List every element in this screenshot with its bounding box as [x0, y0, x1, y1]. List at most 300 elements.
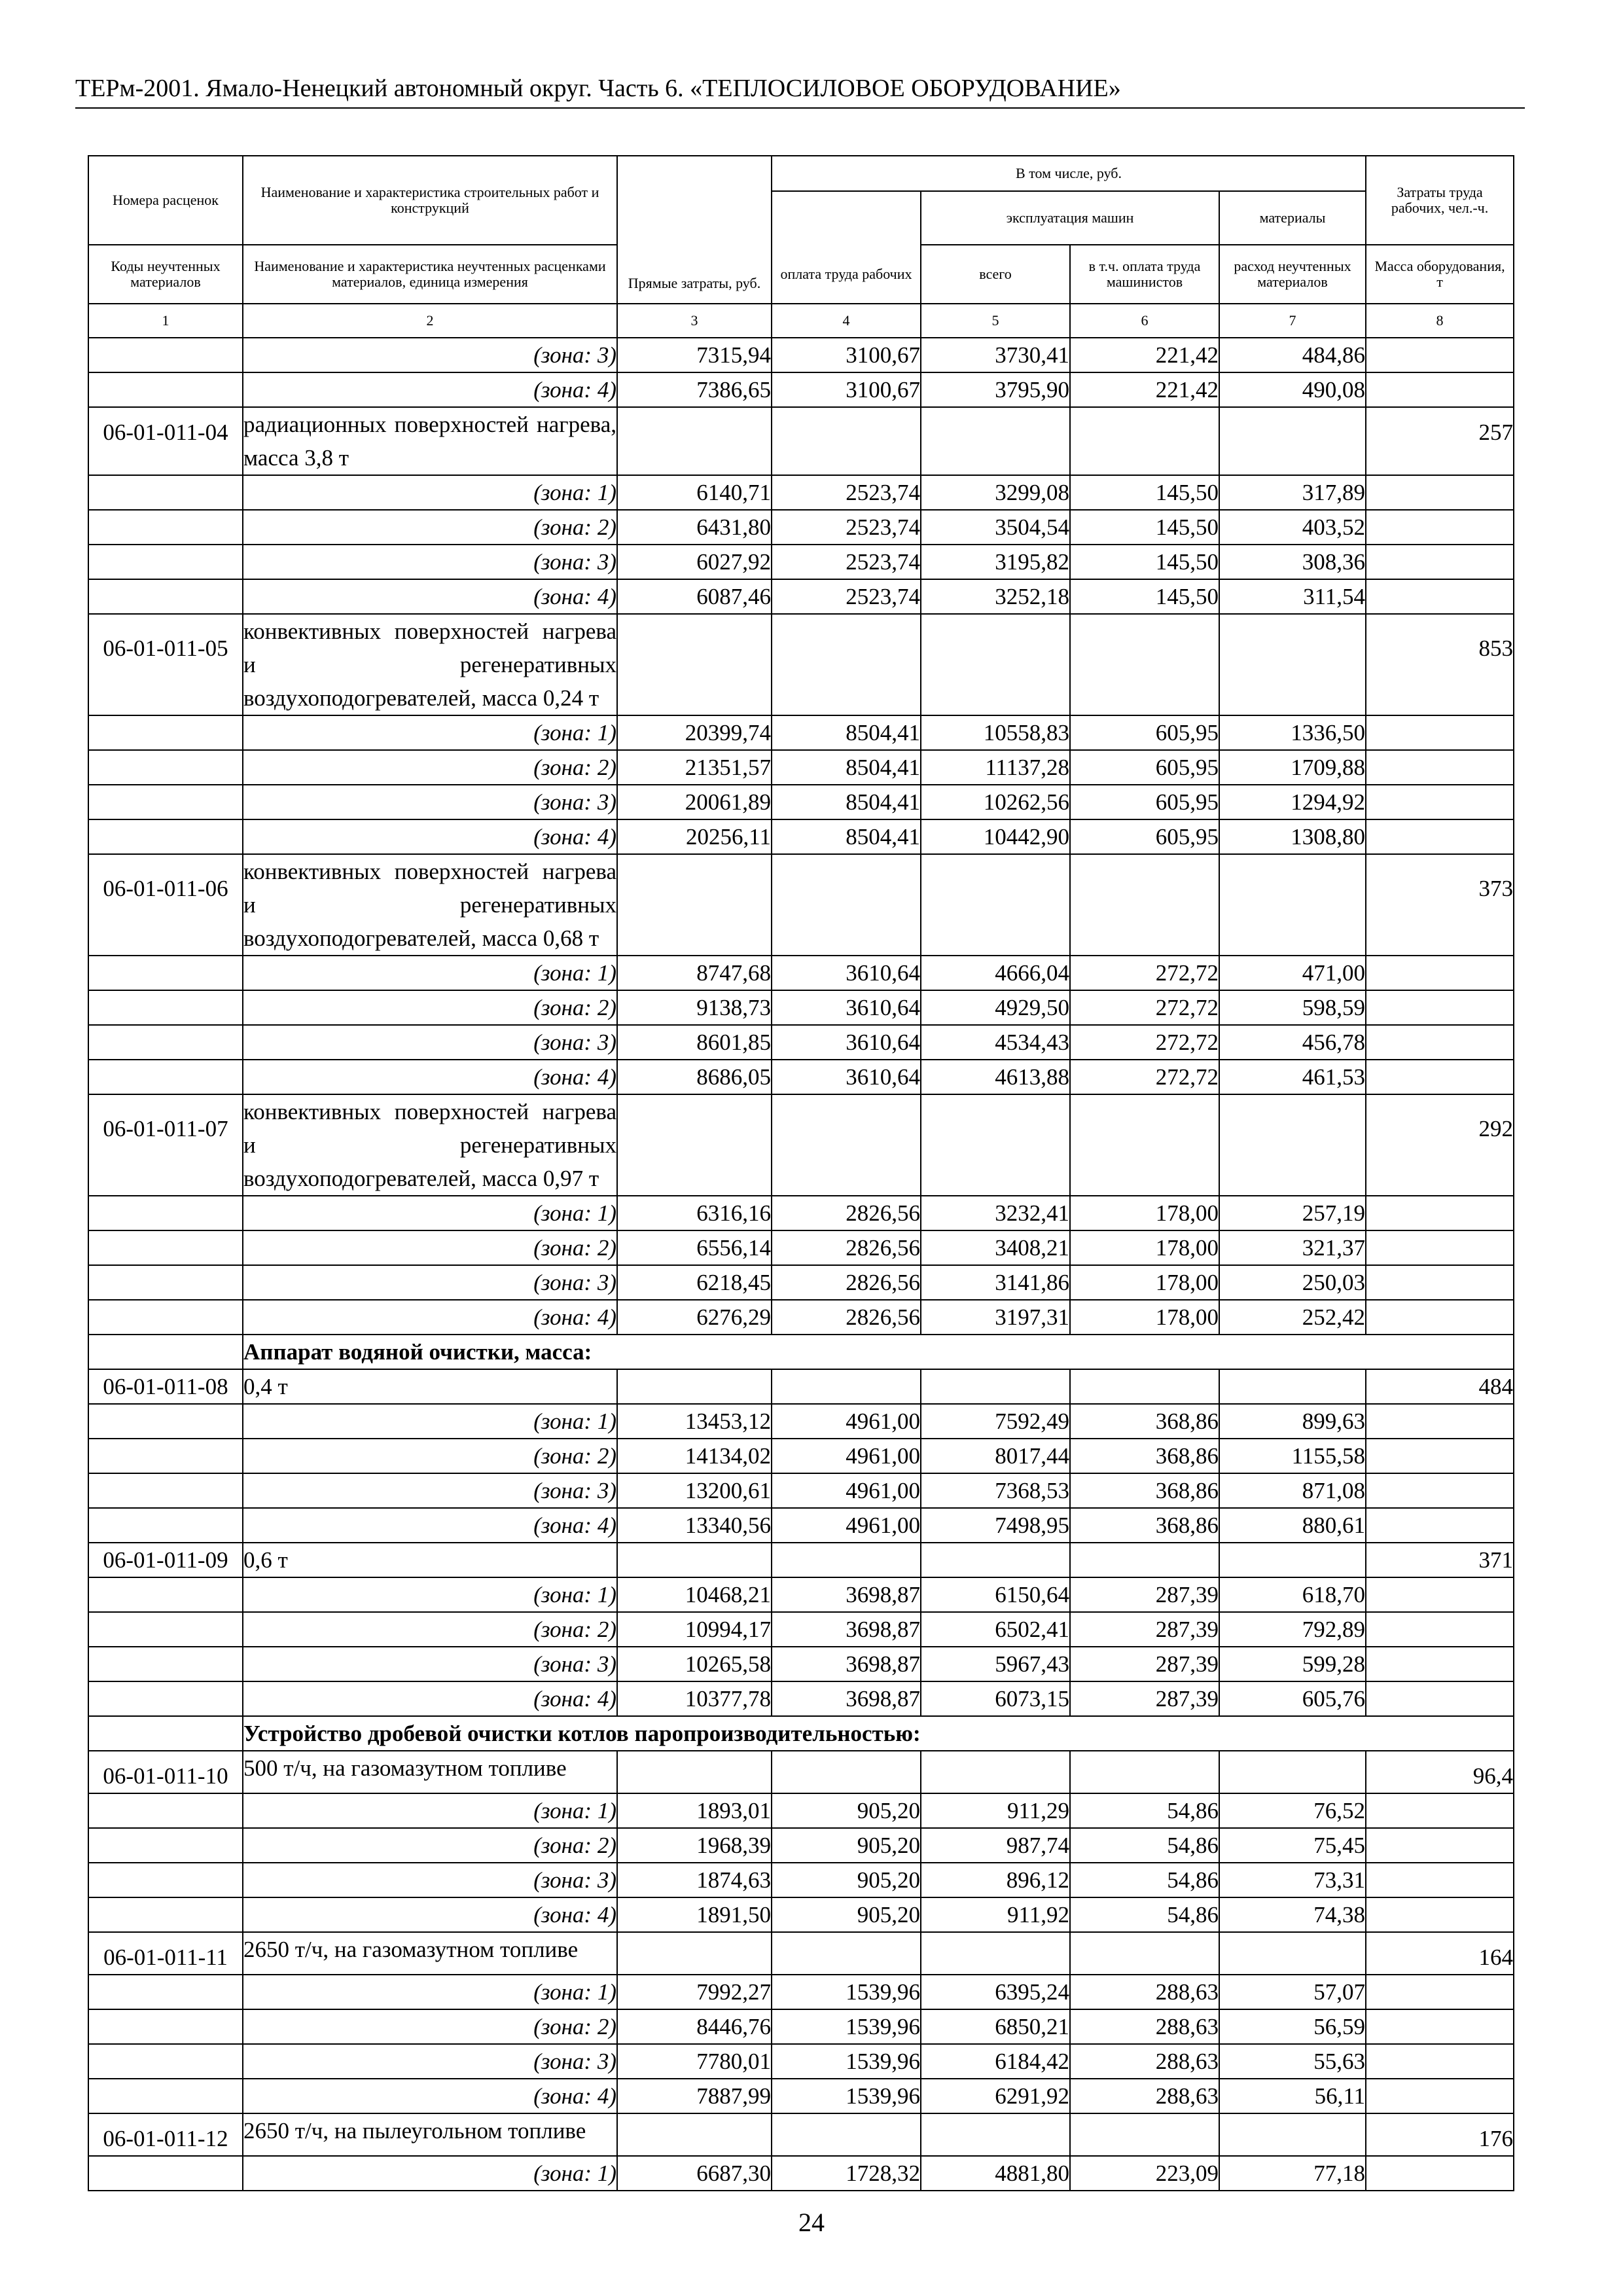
labor-pay-value: 1539,96: [772, 2044, 921, 2079]
labor-cost-value: 164: [1366, 1932, 1514, 1975]
machines-total-value: 7368,53: [921, 1473, 1070, 1508]
zone-row: [88, 545, 1514, 579]
direct-cost-value: 6276,29: [617, 1300, 772, 1335]
empty-cell: [88, 1897, 243, 1932]
empty-cell: [921, 407, 1070, 475]
empty-cell: [1219, 1751, 1366, 1793]
materials-value: 252,42: [1219, 1300, 1366, 1335]
empty-cell: [88, 1404, 243, 1439]
zone-label: (зона: 2): [243, 1230, 617, 1265]
zone-row: [88, 1300, 1514, 1335]
direct-cost-value: 7780,01: [617, 2044, 772, 2079]
empty-cell: [1366, 1681, 1514, 1716]
empty-cell: [1366, 1508, 1514, 1543]
col2-bottom-header: Наименование и характеристика неучтенных расценками материалов, единица измерения: [243, 245, 617, 304]
direct-cost-value: 6316,16: [617, 1196, 772, 1230]
zone-row: [88, 2044, 1514, 2079]
empty-cell: [88, 338, 243, 372]
empty-cell: [1366, 1196, 1514, 1230]
direct-cost-value: 6140,71: [617, 475, 772, 510]
machines-total-value: 6395,24: [921, 1975, 1070, 2009]
section-row: [88, 1335, 1514, 1369]
machinist-pay-value: 368,86: [1070, 1439, 1219, 1473]
zone-row: [88, 956, 1514, 990]
zone-label: (зона: 2): [243, 1612, 617, 1647]
materials-value: 598,59: [1219, 990, 1366, 1025]
materials-value: 321,37: [1219, 1230, 1366, 1265]
labor-pay-value: 3698,87: [772, 1577, 921, 1612]
empty-cell: [88, 1612, 243, 1647]
labor-cost-value: 96,4: [1366, 1751, 1514, 1793]
section-title: Устройство дробевой очистки котлов паропроизводительностью:: [243, 1716, 1514, 1751]
zone-label: (зона: 4): [243, 1508, 617, 1543]
empty-cell: [1366, 715, 1514, 750]
empty-cell: [1366, 1828, 1514, 1863]
zone-row: [88, 1230, 1514, 1265]
zone-label: (зона: 3): [243, 1265, 617, 1300]
rate-code: 06-01-011-08: [88, 1369, 243, 1404]
empty-cell: [88, 785, 243, 819]
zone-label: (зона: 1): [243, 715, 617, 750]
labor-cost-value: 484: [1366, 1369, 1514, 1404]
direct-cost-value: 10377,78: [617, 1681, 772, 1716]
labor-pay-value: 2826,56: [772, 1265, 921, 1300]
machinist-pay-value: 54,86: [1070, 1897, 1219, 1932]
column-number: 5: [921, 304, 1070, 338]
machines-total-value: 3504,54: [921, 510, 1070, 545]
machines-total-value: 6150,64: [921, 1577, 1070, 1612]
zone-row: [88, 750, 1514, 785]
empty-cell: [1366, 1473, 1514, 1508]
empty-cell: [1366, 372, 1514, 407]
empty-cell: [921, 1543, 1070, 1577]
empty-cell: [1366, 2009, 1514, 2044]
machinist-pay-value: 54,86: [1070, 1828, 1219, 1863]
zone-label: (зона: 4): [243, 1060, 617, 1094]
labor-pay-value: 3610,64: [772, 1025, 921, 1060]
zone-label: (зона: 3): [243, 545, 617, 579]
labor-pay-value: 3698,87: [772, 1681, 921, 1716]
zone-label: (зона: 2): [243, 990, 617, 1025]
empty-cell: [88, 1300, 243, 1335]
col3-header: Прямые затраты, руб.: [617, 156, 772, 304]
direct-cost-value: 8747,68: [617, 956, 772, 990]
machinist-pay-value: 145,50: [1070, 579, 1219, 614]
machines-total-value: 911,92: [921, 1897, 1070, 1932]
materials-value: 456,78: [1219, 1025, 1366, 1060]
empty-cell: [617, 1543, 772, 1577]
empty-cell: [88, 956, 243, 990]
materials-value: 317,89: [1219, 475, 1366, 510]
zone-row: [88, 1863, 1514, 1897]
empty-cell: [88, 1975, 243, 2009]
zone-label: (зона: 1): [243, 1793, 617, 1828]
empty-cell: [1070, 1932, 1219, 1975]
zone-row: [88, 785, 1514, 819]
direct-cost-value: 6556,14: [617, 1230, 772, 1265]
rate-code: 06-01-011-10: [88, 1751, 243, 1793]
empty-cell: [617, 1751, 772, 1793]
empty-cell: [1366, 1647, 1514, 1681]
empty-cell: [1070, 1094, 1219, 1196]
machines-total-value: 6184,42: [921, 2044, 1070, 2079]
zone-row: [88, 2079, 1514, 2113]
labor-cost-value: 371: [1366, 1543, 1514, 1577]
materials-value: 250,03: [1219, 1265, 1366, 1300]
empty-cell: [88, 2079, 243, 2113]
column-number: 7: [1219, 304, 1366, 338]
materials-value: 73,31: [1219, 1863, 1366, 1897]
rate-code: 06-01-011-04: [88, 407, 243, 475]
empty-cell: [617, 407, 772, 475]
rate-item-row: [88, 407, 1514, 475]
direct-cost-value: 21351,57: [617, 750, 772, 785]
column-number: 4: [772, 304, 921, 338]
labor-pay-value: 8504,41: [772, 819, 921, 854]
col7-header: расход неучтенных материалов: [1219, 245, 1366, 304]
direct-cost-value: 6087,46: [617, 579, 772, 614]
empty-cell: [1219, 1094, 1366, 1196]
machines-total-value: 911,29: [921, 1793, 1070, 1828]
machinist-pay-value: 221,42: [1070, 338, 1219, 372]
machines-total-value: 3795,90: [921, 372, 1070, 407]
zone-row: [88, 1265, 1514, 1300]
section-row: [88, 1716, 1514, 1751]
labor-pay-value: 2826,56: [772, 1300, 921, 1335]
machinist-pay-value: 368,86: [1070, 1508, 1219, 1543]
empty-cell: [88, 1577, 243, 1612]
rate-item-row: [88, 1094, 1514, 1196]
labor-pay-value: 4961,00: [772, 1473, 921, 1508]
machines-total-value: 3730,41: [921, 338, 1070, 372]
machinist-pay-value: 178,00: [1070, 1230, 1219, 1265]
section-code-cell: [88, 1716, 243, 1751]
machines-total-value: 8017,44: [921, 1439, 1070, 1473]
direct-cost-value: 9138,73: [617, 990, 772, 1025]
zone-row: [88, 475, 1514, 510]
machinist-pay-value: 288,63: [1070, 1975, 1219, 2009]
machinist-pay-value: 272,72: [1070, 1025, 1219, 1060]
zone-row: [88, 1060, 1514, 1094]
empty-cell: [1366, 1230, 1514, 1265]
materials-value: 880,61: [1219, 1508, 1366, 1543]
machines-total-value: 7498,95: [921, 1508, 1070, 1543]
labor-pay-value: 1539,96: [772, 2009, 921, 2044]
zone-label: (зона: 3): [243, 1473, 617, 1508]
machines-total-value: 6073,15: [921, 1681, 1070, 1716]
direct-cost-value: 1968,39: [617, 1828, 772, 1863]
empty-cell: [1366, 956, 1514, 990]
empty-cell: [1366, 1439, 1514, 1473]
labor-pay-value: 3698,87: [772, 1612, 921, 1647]
machines-header: эксплуатация машин: [921, 191, 1219, 245]
empty-cell: [1366, 1793, 1514, 1828]
empty-cell: [921, 1094, 1070, 1196]
empty-cell: [88, 579, 243, 614]
direct-cost-value: 6687,30: [617, 2156, 772, 2191]
zone-row: [88, 1404, 1514, 1439]
zone-row: [88, 579, 1514, 614]
materials-value: 1709,88: [1219, 750, 1366, 785]
zone-label: (зона: 2): [243, 510, 617, 545]
machinist-pay-value: 605,95: [1070, 750, 1219, 785]
empty-cell: [617, 614, 772, 715]
labor-pay-value: 2523,74: [772, 579, 921, 614]
empty-cell: [1070, 1543, 1219, 1577]
empty-cell: [88, 1439, 243, 1473]
rates-table: [88, 155, 1514, 2191]
machinist-pay-value: 272,72: [1070, 990, 1219, 1025]
direct-cost-value: 20399,74: [617, 715, 772, 750]
materials-value: 871,08: [1219, 1473, 1366, 1508]
materials-value: 605,76: [1219, 1681, 1366, 1716]
zone-row: [88, 372, 1514, 407]
zone-row: [88, 715, 1514, 750]
labor-pay-value: 8504,41: [772, 785, 921, 819]
rate-name: 2650 т/ч, на газомазутном топливе: [243, 1932, 617, 1975]
zone-row: [88, 510, 1514, 545]
direct-cost-value: 6431,80: [617, 510, 772, 545]
materials-value: 308,36: [1219, 545, 1366, 579]
empty-cell: [88, 2044, 243, 2079]
empty-cell: [1366, 1404, 1514, 1439]
labor-pay-value: 2523,74: [772, 545, 921, 579]
zone-row: [88, 1473, 1514, 1508]
machines-total-value: 896,12: [921, 1863, 1070, 1897]
col6-header: в т.ч. оплата труда машинистов: [1070, 245, 1219, 304]
materials-value: 484,86: [1219, 338, 1366, 372]
rates-table-body: [88, 338, 1514, 2191]
machinist-pay-value: 145,50: [1070, 475, 1219, 510]
labor-pay-value: 1539,96: [772, 1975, 921, 2009]
empty-cell: [921, 1932, 1070, 1975]
zone-label: (зона: 2): [243, 2009, 617, 2044]
zone-label: (зона: 1): [243, 2156, 617, 2191]
empty-cell: [88, 1647, 243, 1681]
col2-top-header: Наименование и характеристика строительных работ и конструкций: [243, 156, 617, 245]
machines-total-value: 11137,28: [921, 750, 1070, 785]
column-number: 2: [243, 304, 617, 338]
zone-label: (зона: 4): [243, 1681, 617, 1716]
direct-cost-value: 7315,94: [617, 338, 772, 372]
materials-value: 490,08: [1219, 372, 1366, 407]
machines-total-value: 4929,50: [921, 990, 1070, 1025]
empty-cell: [88, 372, 243, 407]
empty-cell: [1366, 750, 1514, 785]
direct-cost-value: 1874,63: [617, 1863, 772, 1897]
zone-label: (зона: 4): [243, 819, 617, 854]
machines-total-value: 10558,83: [921, 715, 1070, 750]
empty-cell: [1366, 510, 1514, 545]
empty-cell: [88, 1473, 243, 1508]
empty-cell: [617, 2113, 772, 2156]
machines-total-value: 3197,31: [921, 1300, 1070, 1335]
empty-cell: [772, 1932, 921, 1975]
empty-cell: [617, 1369, 772, 1404]
zone-label: (зона: 3): [243, 785, 617, 819]
direct-cost-value: 1891,50: [617, 1897, 772, 1932]
zone-row: [88, 1508, 1514, 1543]
materials-value: 74,38: [1219, 1897, 1366, 1932]
labor-pay-value: 3610,64: [772, 956, 921, 990]
empty-cell: [1219, 854, 1366, 956]
empty-cell: [1366, 1025, 1514, 1060]
zone-row: [88, 338, 1514, 372]
rate-code: 06-01-011-11: [88, 1932, 243, 1975]
zone-label: (зона: 1): [243, 1196, 617, 1230]
zone-label: (зона: 3): [243, 1647, 617, 1681]
empty-cell: [1366, 545, 1514, 579]
empty-cell: [1219, 2113, 1366, 2156]
labor-cost-value: 853: [1366, 614, 1514, 715]
empty-cell: [88, 819, 243, 854]
column-number: 8: [1366, 304, 1514, 338]
empty-cell: [88, 1265, 243, 1300]
col8-top-header: Затраты труда рабочих, чел.-ч.: [1366, 156, 1514, 245]
labor-pay-value: 2826,56: [772, 1230, 921, 1265]
labor-pay-value: 4961,00: [772, 1404, 921, 1439]
labor-pay-value: 2523,74: [772, 510, 921, 545]
direct-cost-value: 13340,56: [617, 1508, 772, 1543]
machines-total-value: 3252,18: [921, 579, 1070, 614]
machines-total-value: 5967,43: [921, 1647, 1070, 1681]
machines-total-value: 6502,41: [921, 1612, 1070, 1647]
machines-total-value: 4881,80: [921, 2156, 1070, 2191]
direct-cost-value: 13200,61: [617, 1473, 772, 1508]
materials-value: 77,18: [1219, 2156, 1366, 2191]
rate-name: радиационных поверхностей нагрева, масса 3,8 т: [243, 407, 617, 475]
machinist-pay-value: 54,86: [1070, 1863, 1219, 1897]
direct-cost-value: 6027,92: [617, 545, 772, 579]
section-code-cell: [88, 1335, 243, 1369]
machines-total-value: 10262,56: [921, 785, 1070, 819]
empty-cell: [1070, 1751, 1219, 1793]
machinist-pay-value: 272,72: [1070, 1060, 1219, 1094]
machinist-pay-value: 288,63: [1070, 2009, 1219, 2044]
zone-row: [88, 819, 1514, 854]
machinist-pay-value: 288,63: [1070, 2079, 1219, 2113]
empty-cell: [1366, 579, 1514, 614]
empty-cell: [921, 1369, 1070, 1404]
zone-label: (зона: 1): [243, 1577, 617, 1612]
labor-cost-value: 373: [1366, 854, 1514, 956]
direct-cost-value: 20256,11: [617, 819, 772, 854]
rate-item-row: [88, 1369, 1514, 1404]
machinist-pay-value: 178,00: [1070, 1196, 1219, 1230]
zone-label: (зона: 2): [243, 1439, 617, 1473]
materials-value: 461,53: [1219, 1060, 1366, 1094]
zone-row: [88, 1439, 1514, 1473]
empty-cell: [88, 510, 243, 545]
empty-cell: [88, 1828, 243, 1863]
empty-cell: [772, 1543, 921, 1577]
direct-cost-value: 10994,17: [617, 1612, 772, 1647]
empty-cell: [1366, 1975, 1514, 2009]
section-title: Аппарат водяной очистки, масса:: [243, 1335, 1514, 1369]
rate-item-row: [88, 614, 1514, 715]
column-number: 1: [88, 304, 243, 338]
empty-cell: [1366, 338, 1514, 372]
zone-label: (зона: 4): [243, 1300, 617, 1335]
materials-value: 792,89: [1219, 1612, 1366, 1647]
empty-cell: [88, 2009, 243, 2044]
empty-cell: [1366, 1300, 1514, 1335]
machinist-pay-value: 178,00: [1070, 1300, 1219, 1335]
empty-cell: [617, 1932, 772, 1975]
materials-value: 257,19: [1219, 1196, 1366, 1230]
zone-row: [88, 1025, 1514, 1060]
empty-cell: [1219, 1932, 1366, 1975]
zone-label: (зона: 4): [243, 372, 617, 407]
machinist-pay-value: 605,95: [1070, 715, 1219, 750]
labor-pay-value: 905,20: [772, 1863, 921, 1897]
machinist-pay-value: 145,50: [1070, 545, 1219, 579]
machinist-pay-value: 287,39: [1070, 1577, 1219, 1612]
machinist-pay-value: 605,95: [1070, 819, 1219, 854]
empty-cell: [1219, 1543, 1366, 1577]
col1-bottom-header: Коды неучтенных материалов: [88, 245, 243, 304]
machines-total-value: 3408,21: [921, 1230, 1070, 1265]
zone-label: (зона: 1): [243, 475, 617, 510]
machines-total-value: 3195,82: [921, 545, 1070, 579]
rate-code: 06-01-011-07: [88, 1094, 243, 1196]
labor-cost-value: 257: [1366, 407, 1514, 475]
empty-cell: [772, 1094, 921, 1196]
empty-cell: [772, 614, 921, 715]
empty-cell: [88, 1793, 243, 1828]
rate-item-row: [88, 1932, 1514, 1975]
empty-cell: [1219, 407, 1366, 475]
zone-label: (зона: 3): [243, 2044, 617, 2079]
materials-value: 1155,58: [1219, 1439, 1366, 1473]
direct-cost-value: 10265,58: [617, 1647, 772, 1681]
labor-pay-value: 3610,64: [772, 990, 921, 1025]
zone-row: [88, 2156, 1514, 2191]
materials-value: 57,07: [1219, 1975, 1366, 2009]
labor-pay-value: 905,20: [772, 1897, 921, 1932]
column-number: 6: [1070, 304, 1219, 338]
direct-cost-value: 14134,02: [617, 1439, 772, 1473]
empty-cell: [88, 715, 243, 750]
empty-cell: [1366, 785, 1514, 819]
labor-cost-value: 292: [1366, 1094, 1514, 1196]
zone-row: [88, 990, 1514, 1025]
materials-value: 55,63: [1219, 2044, 1366, 2079]
labor-pay-value: 3100,67: [772, 372, 921, 407]
zone-row: [88, 1897, 1514, 1932]
empty-cell: [1366, 2079, 1514, 2113]
col4-spacer: [772, 191, 921, 245]
materials-value: 56,59: [1219, 2009, 1366, 2044]
labor-pay-value: 2523,74: [772, 475, 921, 510]
empty-cell: [88, 750, 243, 785]
labor-pay-value: 2826,56: [772, 1196, 921, 1230]
empty-cell: [1070, 854, 1219, 956]
materials-value: 76,52: [1219, 1793, 1366, 1828]
materials-value: 599,28: [1219, 1647, 1366, 1681]
empty-cell: [1070, 614, 1219, 715]
labor-pay-value: 3610,64: [772, 1060, 921, 1094]
zone-row: [88, 1975, 1514, 2009]
machines-total-value: 6850,21: [921, 2009, 1070, 2044]
empty-cell: [617, 1094, 772, 1196]
empty-cell: [88, 1681, 243, 1716]
empty-cell: [1366, 1265, 1514, 1300]
rate-name: 500 т/ч, на газомазутном топливе: [243, 1751, 617, 1793]
empty-cell: [88, 1060, 243, 1094]
empty-cell: [921, 614, 1070, 715]
zone-label: (зона: 4): [243, 579, 617, 614]
